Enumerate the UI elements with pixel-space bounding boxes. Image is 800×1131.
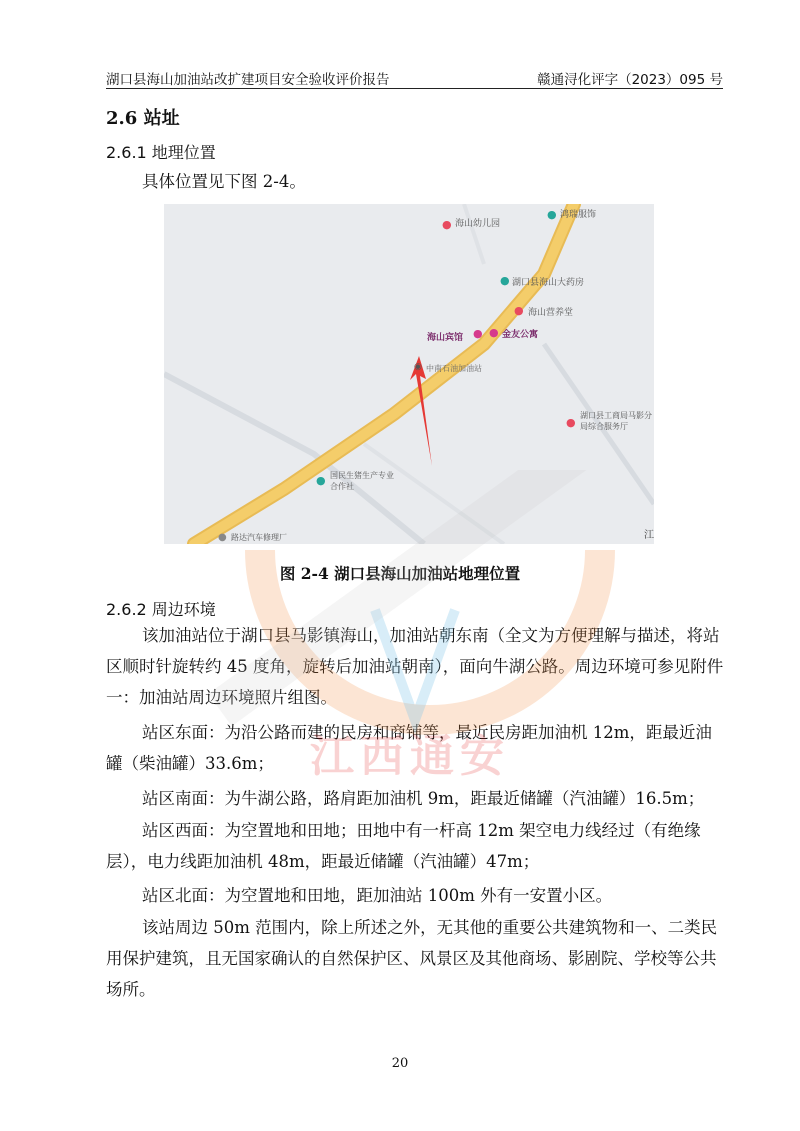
paragraph-west: 站区西面：为空置地和田地；田地中有一杆高 12m 架空电力线经过（有绝缘层），电力线距加油机 48m，距最近储罐（汽油罐）47m； — [106, 821, 701, 871]
pin-icon: ● — [489, 326, 499, 339]
paragraph-east: 站区东面：为沿公路而建的民房和商铺等，最近民房距加油机 12m，距最近油罐（柴油罐）33.6m； — [106, 723, 712, 773]
pin-icon: ● — [473, 327, 483, 340]
page-number: 20 — [391, 1056, 409, 1071]
header-left: 湖口县海山加油站改扩建项目安全验收评价报告 — [106, 72, 390, 88]
location-map — [164, 204, 654, 544]
map-label-cafe: 海山营养堂 — [528, 308, 574, 318]
paragraph-south: 站区南面：为牛湖公路，路肩距加油机 9m，距最近储罐（汽油罐）16.5m； — [142, 789, 705, 808]
map-label-edge: 江 — [644, 530, 654, 541]
gas-station-icon: ◉ — [414, 362, 422, 372]
header-right: 赣通浔化评字（2023）095 号 — [537, 72, 723, 88]
map-label-apartment: 金友公寓 — [502, 330, 539, 340]
pin-icon: ● — [500, 274, 510, 287]
location-text: 具体位置见下图 2-4。 — [142, 172, 306, 191]
map-label-station: 中南石油加油站 — [426, 364, 482, 373]
map-label-admin: 湖口县工商局马影分局综合服务厅 — [580, 411, 652, 431]
map-label-hongda: 鸿瑞服饰 — [560, 210, 597, 220]
watermark-text: 江西通安 — [310, 731, 510, 782]
map-label-repair: 路达汽车修理厂 — [231, 533, 287, 542]
pin-icon: ● — [316, 474, 326, 487]
map-label-hotel: 海山宾馆 — [427, 333, 464, 343]
map-label-pharmacy: 湖口县海山大药房 — [512, 278, 585, 288]
pin-icon: ● — [218, 532, 227, 543]
map-label-coop: 国民生猪生产专业合作社 — [330, 471, 394, 491]
figure-caption: 图 2-4 湖口县海山加油站地理位置 — [279, 564, 521, 583]
paragraph-north: 站区北面：为空置地和田地，距加油站 100m 外有一安置小区。 — [142, 886, 613, 905]
subsection-title-surroundings: 2.6.2 周边环境 — [106, 600, 216, 619]
paragraph-orientation: 该加油站位于湖口县马影镇海山，加油站朝东南（全文为方便理解与描述，将站区顺时针旋转约 45 度角，旋转后加油站朝南），面向牛湖公路。周边环境可参见附件一：加油站周边环境照片组图。 — [106, 626, 724, 707]
paragraph-summary: 该站周边 50m 范围内，除上所述之外，无其他的重要公共建筑物和一、二类民用保护建筑，且无国家确认的自然保护区、风景区及其他商场、影剧院、学校等公共场所。 — [106, 918, 718, 999]
pin-icon: ● — [442, 218, 452, 231]
pin-icon: ● — [566, 416, 576, 429]
map-label-kindergarten: 海山幼儿园 — [455, 219, 501, 229]
subsection-title-location: 2.6.1 地理位置 — [106, 143, 216, 162]
pin-icon: ● — [547, 208, 557, 221]
header-rule — [106, 88, 723, 89]
pin-icon: ● — [514, 304, 524, 317]
section-title: 2.6 站址 — [106, 108, 180, 129]
